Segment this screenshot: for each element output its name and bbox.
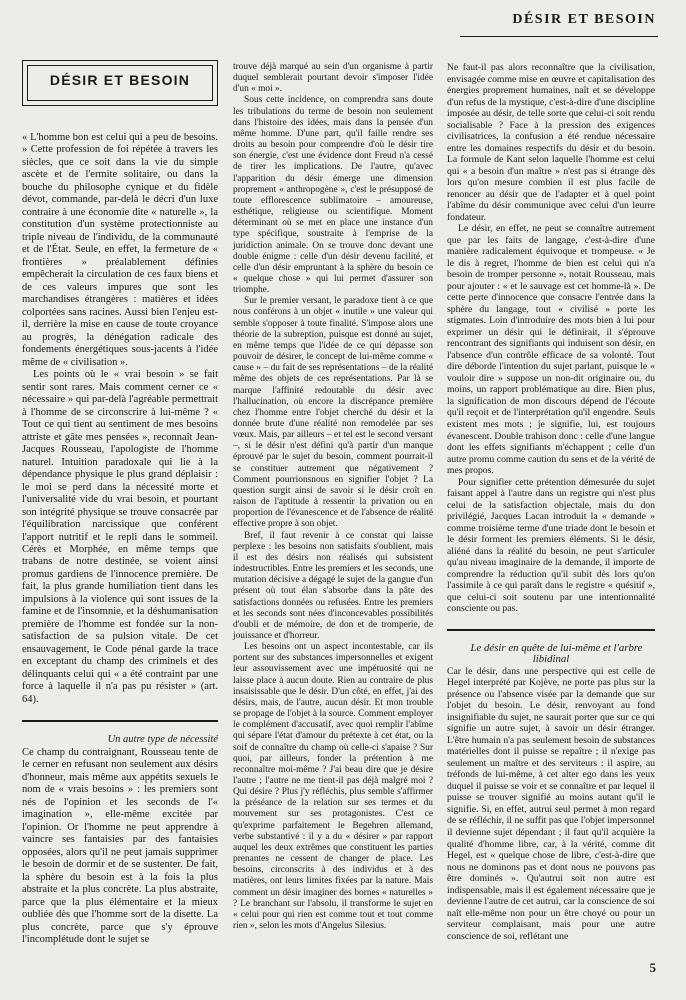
section-rule xyxy=(22,720,218,722)
paragraph: Car le désir, dans une perspective qui est celle de Hegel interprété par Kojève, ne porte pas plus sur la présence ou l'absence visée par la demande que sur l'objet du besoin. Le désir, renvoyant au fond insignifiable du sujet, ne saurait porter que sur ce qui signifie un autre sujet, à savoir un désir étranger. L'être humain n'a pas seulement besoin de substances matérielles dont il puisse se repaître ; il n'exige pas seulement un maître et des serviteurs : il aspire, au tréfonds de lui-même, à cet alter ego dans les yeux duquel il puisse se voir et se connaître et par lequel il puisse se trouver signifié au moins autant qu'il le signifie. Si, en effet, autrui seul permet à mon regard de se réfléchir, il ne suffit pas que l'objet impersonnel il devienne sujet dépendant ; il faut qu'il acquière la qualité d'homme libre, car, à la vérité, comme dit Hegel, est « quelque chose de libre, c'est-à-dire que nous ne dominons pas et dont nous ne pouvons pas être dominés ». Qu'autrui soit non autre est indispensable, mais il est également nécessaire que je devienne l'autre de cet autrui, car la conscience de soi naît elle-même non pour un être choyé ou pour un serviteur complaisant, mais pour une autre conscience de soi, reflétant une xyxy=(447,665,655,942)
paragraph: Les besoins ont un aspect incontestable, car ils portent sur des substances impersonnelles et exigent leur assouvissement avec une impétuosité qui ne laisse place à aucun doute. Rien au contraire de plus insaisissable que le désir. D'un côté, en effet, j'ai des désirs, mais, de l'autre, aucun désir. Et mon trouble se propage de l'objet à la source. Comment employer le complément d'accusatif, avec quoi remplir l'abîme qui sépare l'état d'amour du prétexte à cet état, ou la soif de connaître du champ où celle-ci s'apaise ? Sur quoi, par ailleurs, fonder la prétention à me reconnaître moi-même ? J'ai beau dire que je désire l'autre ; l'autre ne me tient-il pas déjà malgré moi ? Qui désire ? Plus j'y réfléchis, plus semble s'affirmer la préséance de la relation sur ses termes et du mouvement sur ses protagonistes. C'est ce qu'exprime parfaitement le Begehren allemand, verbe substantivé : il y a du « désirer » par rapport auquel les deux extrêmes que constituent les parties prenantes ne cessent de changer de place. Les besoins, circonscrits à des individus et à des matières, ont leurs limites fixées par la nature. Mais comment un désir imaginer des bornes « naturelles » ? Le branchant sur l'absolu, il transforme le sujet en « celui pour qui rien est comme tout et tout comme rien », selon les mots d'Angelus Silesius. xyxy=(233,642,433,932)
column-2 xyxy=(233,62,433,932)
paragraph: Le désir, en effet, ne peut se connaître autrement que par les faits de langage, c'est-à-dire d'une manière radicalement équivoque et trompeuse. « Je le dis à regret, l'homme de bien est celui qui n'a besoin de tromper personne », notait Rousseau, mais pour ajouter : « et le sauvage est cet homme-là ». De cette perte d'innocence que consacre l'entrée dans la sphère du langage, tout « civilisé » porte les stigmates. Loin d'introduire des mots bien à lui pour exprimer un désir qui le définirait, il s'éprouve rencontrant des signifiants qui induisent son désir, en l'absence d'un contrôle efficace de sa volonté. Tout dire déborde l'intention du sujet parlant, puisque le « vouloir dire » suppose un non-dit originaire ou, du moins, un rapport problématique au dire. Bien plus, la signification de mon discours dépend de l'écoute qu'il reçoit et de l'interprétation qu'il engendre. Seuls existent mes mots ; je signifie, lui, est toujours évanescent. Double trahison donc : celle d'une langue dont les effets signifiants m'échappent ; celle d'un autre promu comme caution du sens et de la vérité de mes propos. xyxy=(447,223,655,477)
section-subhead: Un autre type de nécessité xyxy=(107,734,218,746)
paragraph: Ne faut-il pas alors reconnaître que la civilisation, envisagée comme mise en œuvre et capitalisation des énergies proprement humaines, naît et se développe d'un refus de la mystique, c'est-à-dire d'une discipline imposée au désir, de telle sorte que celui-ci soit rendu socialisable ? Face à la pression des exigences civilisatrices, la confusion a été rendue nécessaire entre les domaines respectifs du désir et du besoin. La formule de Kant selon laquelle l'homme est celui qui « a besoin d'un maître » n'est pas si étrange dès lors qu'on mesure combien il est plus facile de renoncer au désir que de l'adapter et à quel point l'abîme du désir communique avec celui d'un leurre fondateur. xyxy=(447,62,655,223)
paragraph: Pour signifier cette prétention démesurée du sujet faisant appel à l'autre dans un registre qui n'est plus celui de la satisfaction objectale, mais du don privilégié, Jacques Lacan introduit la « demande » comme troisième terme d'une triade dont le besoin et le désir forment les premiers éléments. Si le désir, aliéné dans la réalité du besoin, ne peut s'articuler qu'au niveau imaginaire de la demande, il importe de comprendre la réduction qu'il subit dès lors qu'on l'assimile à ce qui paraît dans le registre « quésitif », que celui-ci soit soutenu par une intentionnalité consciente ou pas. xyxy=(447,476,655,615)
running-head: DÉSIR ET BESOIN xyxy=(512,12,656,27)
paragraph: Sur le premier versant, le paradoxe tient à ce que nous conférons à un objet « inutile » une valeur qui semble s'opposer à toute finalité. S'impose alors une théorie de la subreption, puisque est donné au sujet, en même temps que l'idée de ce qui dépasse son pouvoir de désirer, le concept de lui-même comme « cause » – du fait de ses représentations – de la réalité même des objets de ces représentations. Par là se marque l'affinité redoutable du désir avec l'hallucination, où encore la discrépance première chez l'homme entre l'objet cherché du désir et la donnée brute d'une réalité non remodelée par ses vœux. Mais, par ailleurs – et tel est le second versant –, si le désir n'est défini qu'à partir d'un manque éprouvé par le sujet du besoin, comment pourrait-il se constituer autrement que négativement ? Comment pourrionsnous en signifier l'objet ? La question surgit ainsi de savoir si le désir croît en raison de l'aptitude à ressentir la privation ou en proportion de l'évanescence et de l'absence de réalité effective propre à son objet. xyxy=(233,296,433,530)
article-title: DÉSIR ET BESOIN xyxy=(49,72,191,88)
section-subhead: Le désir en quête de lui-même et l'arbre libidinal xyxy=(470,641,643,666)
column-1 xyxy=(22,60,218,947)
title-box xyxy=(22,60,218,106)
header-rule xyxy=(460,36,658,37)
paragraph: trouve déjà marqué au sein d'un organisme à partir duquel semblerait pourtant devoir s'imposer l'idée d'un « moi ». xyxy=(233,62,433,95)
section-rule xyxy=(447,629,655,631)
page-number: 5 xyxy=(649,960,656,975)
paragraph: « L'homme bon est celui qui a peu de besoins. » Cette profession de foi répétée à travers les siècles, que ce soit dans la vie du simple ascète et de l'ermite solitaire, ou dans la bouche du philosophe cynique et du fidèle dévot, commande, par-delà le décri d'un luxe contraire à une économie dite « naturelle », la constitution d'un système protectionniste au triple niveau de l'individu, de la communauté et de l'État. Seule, en effet, la fermeture de « frontières » préalablement définies empêcherait la circulation de ces faux biens et de ces valeurs impures que sont les marchandises étrangères : matières et idées colportées sans racines. Aussi bien l'enjeu est-il, derrière la mise en cause de toute croyance au progrès, la dénégation radicale des fondements énergétiques sous-jacents à l'idée même de « civilisation ». xyxy=(22,132,218,368)
column-3 xyxy=(447,62,655,942)
paragraph: Sous cette incidence, on comprendra sans doute les tribulations du terme de besoin non seulement dans l'histoire des idées, mais dans la pensée d'un même homme. D'une part, qu'il faille rendre ses droits au besoin pour comprendre d'où le désir tire son énergie, c'est une évidence dont Freud n'a cessé de tirer les implications. De l'autre, qu'avec l'apparition du désir émerge une dimension proprement « anthropogène », c'est le présupposé de toute efflorescence sublimatoire – amoureuse, esthétique, religieuse ou scientifique. Moment déterminant où se met en place une instance d'un type spécifique, soustraite à l'emprise de la juridiction animale. On se trouve donc devant une double énigme : celle d'un désir devenu facilité, et celle d'un désir empruntant à la sphère du besoin ce « quelque chose » qui lui permet d'assurer son triomphe. xyxy=(233,95,433,296)
paragraph: Ce champ du contraignant, Rousseau tente de le cerner en refusant non seulement aux désirs d'honneur, mais même aux appétits sexuels le nom de « vrais besoins » : les premiers sont nés de l'opinion et les seconds de l'« imagination », elle-même excitée par l'opinion. Or l'homme ne peut apprendre à vaincre ses fantaisies par des fantaisies opposées, alors qu'il ne peut jamais supprimer le besoin de dormir et de se sustenter. De fait, la sphère du besoin est à la fois la plus abstraite et la plus concrète. La plus abstraite, parce que la plus élémentaire et la mieux oubliée dès que l'homme sort de la disette. La plus concrète, parce que s'y éprouve l'incomplétude dont le sujet se xyxy=(22,746,218,946)
paragraph: Les points où le « vrai besoin » se fait sentir sont rares. Mais comment cerner ce « nécessaire » qui par-delà l'agréable permettrait à l'homme de se circonscrire à lui-même ? « Tout ce qui tient au sentiment de mes besoins attriste et gâte mes pensées », reconnaît Jean-Jacques Rousseau, l'apologiste de l'homme naturel. Intuition paradoxale qui lie à la dépendance physique le plus grand déplaisir : le moi se perd dans la nécessité morte et l'universalité vide du vrai besoin, et pourtant son intégrité physique se trouve consacrée par l'équilibration narcissique que conférent l'apport nutritif et le repli dans le sommeil. Cérès et Morphée, en même temps que trabans de notre destinée, se voient ainsi promus gardiens de l'innocence première. De fait, la plus grande humiliation tient dans les impulsions à la violence qui sont issues de la famine et de l'insomnie, et la déshumanisation première de l'homme est fondée sur la non-satisfaction de sa pulsion vitale. De cet ensauvagement, le Code pénal garde la trace en exceptant du champ des criminels et des délinquants celui qui « a été contraint par une force à laquelle il n'a pas pu résister » (art. 64). xyxy=(22,369,218,705)
paragraph: Bref, il faut revenir à ce constat qui laisse perplexe : les besoins non satisfaits s'oublient, mais il est des désirs non réalisés qui subsistent indestructibles. Entre les premiers et les seconds, une mutation décisive a dégagé le sujet de la gangue d'un présent où tout élan s'absorbe dans la pâte des satisfactions données ou refusées. Entre les premiers et les seconds sont nées d'inconcevables possibilités d'oubli et de mémoire, de don et de tromperie, de jouissance et d'horreur. xyxy=(233,530,433,641)
